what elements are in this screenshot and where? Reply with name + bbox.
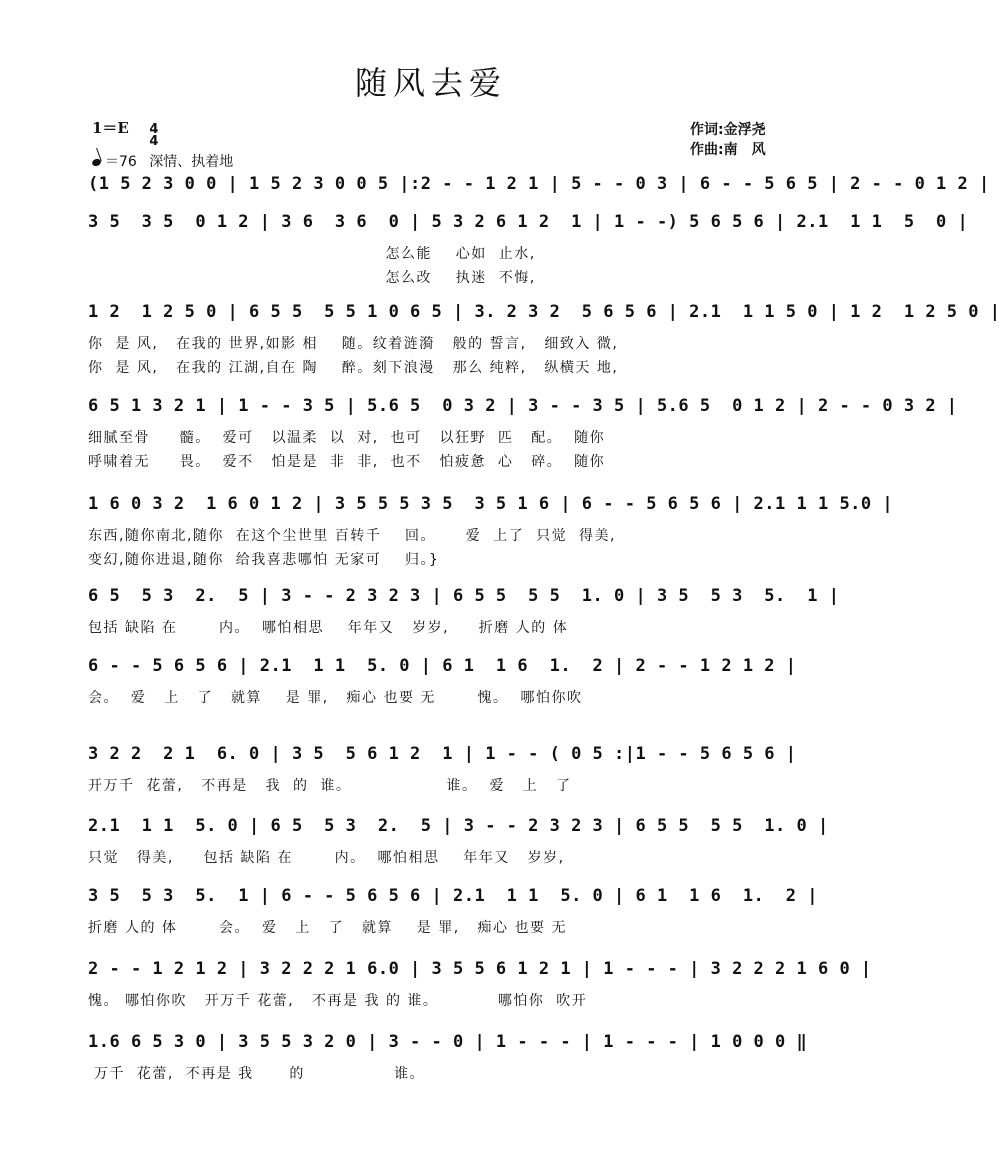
time-signature-top: 4 (149, 122, 159, 137)
lyric-verse-1: 你 是 风, 在我的 世界,如影 相 随。纹着涟漪 般的 誓言, 细致入 微, (88, 336, 619, 352)
lyric-verse-1: 细腻至骨 髓。 爱可 以温柔 以 对, 也可 以狂野 匹 配。 随你 (88, 430, 606, 446)
lyric-verse-1: 只觉 得美, 包括 缺陷 在 内。 哪怕相思 年年又 岁岁, (88, 850, 565, 866)
notation-line: 3 5 3 5 0 1 2 | 3 6 3 6 0 | 5 3 2 6 1 2 1 | 1 - -) 5 6 5 6 | 2.1 1 1 5 0 | (88, 212, 969, 232)
tempo-line (92, 152, 233, 172)
notation-line: 6 5 1 3 2 1 | 1 - - 3 5 | 5.6 5 0 3 2 | 3 - - 3 5 | 5.6 5 0 1 2 | 2 - - 0 3 2 | (88, 396, 958, 416)
lyric-verse-2: 你 是 风, 在我的 江湖,自在 陶 醉。刻下浪漫 那么 纯粹, 纵横天 地, (88, 360, 619, 376)
notation-line: 1.6 6 5 3 0 | 3 5 5 3 2 0 | 3 - - 0 | 1 - - - | 1 - - - | 1 0 0 0 ‖ (88, 1032, 808, 1052)
notation-line: 1 6 0 3 2 1 6 0 1 2 | 3 5 5 5 3 5 3 5 1 6 | 6 - - 5 6 5 6 | 2.1 1 1 5.0 | (88, 494, 894, 514)
notation-line: 6 - - 5 6 5 6 | 2.1 1 1 5. 0 | 6 1 1 6 1. 2 | 2 - - 1 2 1 2 | (88, 656, 797, 676)
lyric-verse-1: 愧。 哪怕你吹 开万千 花蕾, 不再是 我 的 谁。 哪怕你 吹开 (88, 993, 588, 1009)
key-and-time (92, 118, 233, 148)
time-signature (149, 124, 158, 148)
lyricist-credit: 作词:金浮尧 (690, 122, 766, 138)
notation-line: 3 5 5 3 5. 1 | 6 - - 5 6 5 6 | 2.1 1 1 5. 0 | 6 1 1 6 1. 2 | (88, 886, 818, 906)
lyric-verse-1: 万千 花蕾, 不再是 我 的 谁。 (88, 1066, 426, 1082)
notation-line: 3 2 2 2 1 6. 0 | 3 5 5 6 1 2 1 | 1 - - ( 0 5 :|1 - - 5 6 5 6 | (88, 744, 797, 764)
notation-line: 6 5 5 3 2. 5 | 3 - - 2 3 2 3 | 6 5 5 5 5 1. 0 | 3 5 5 3 5. 1 | (88, 586, 840, 606)
time-signature-bottom: 4 (149, 134, 159, 149)
notation-line: 1 2 1 2 5 0 | 6 5 5 5 5 1 0 6 5 | 3. 2 3 2 5 6 5 6 | 2.1 1 1 5 0 | 1 2 1 2 5 0 | (88, 302, 1000, 322)
quarter-note-icon (91, 158, 102, 168)
lyric-verse-2: 怎么改 执迷 不悔, (88, 270, 536, 286)
lyric-verse-1: 开万千 花蕾, 不再是 我 的 谁。 谁。 爱 上 了 (88, 778, 572, 794)
lyric-verse-2: 变幻,随你进退,随你 给我喜悲哪怕 无家可 归。} (88, 552, 440, 568)
composer-credit: 作曲:南 风 (690, 142, 766, 158)
notation-line: 2 - - 1 2 1 2 | 3 2 2 2 1 6.0 | 3 5 5 6 1 2 1 | 1 - - - | 3 2 2 2 1 6 0 | (88, 959, 872, 979)
notation-line: (1 5 2 3 0 0 | 1 5 2 3 0 0 5 |:2 - - 1 2 1 | 5 - - 0 3 | 6 - - 5 6 5 | 2 - - 0 1 2 | (88, 174, 990, 194)
lyric-verse-2 (88, 1088, 780, 1108)
lyric-verse-1: 东西,随你南北,随你 在这个尘世里 百转千 回。 爱 上了 只觉 得美, (88, 528, 616, 544)
song-title: 随风去爱 (354, 64, 507, 102)
lyric-verse-2 (88, 712, 780, 732)
key-signature: 1＝E (92, 119, 129, 137)
credits (690, 120, 766, 160)
notation-line: 2.1 1 1 5. 0 | 6 5 5 3 2. 5 | 3 - - 2 3 2 3 | 6 5 5 5 5 1. 0 | (88, 816, 829, 836)
expression-mark: 深情、执着地 (149, 154, 234, 170)
score-header-left (92, 118, 233, 172)
lyric-verse-1: 怎么能 心如 止水, (88, 246, 536, 262)
tempo-value: ＝76 (105, 154, 137, 170)
lyric-verse-1: 折磨 人的 体 会。 爱 上 了 就算 是 罪, 痴心 也要 无 (88, 920, 567, 936)
lyric-verse-2: 呼啸着无 畏。 爱不 怕是是 非 非, 也不 怕疲惫 心 碎。 随你 (88, 454, 606, 470)
lyric-verse-1: 包括 缺陷 在 内。 哪怕相思 年年又 岁岁, 折磨 人的 体 (88, 620, 569, 636)
lyric-verse-1: 会。 爱 上 了 就算 是 罪, 痴心 也要 无 愧。 哪怕你吹 (88, 690, 583, 706)
